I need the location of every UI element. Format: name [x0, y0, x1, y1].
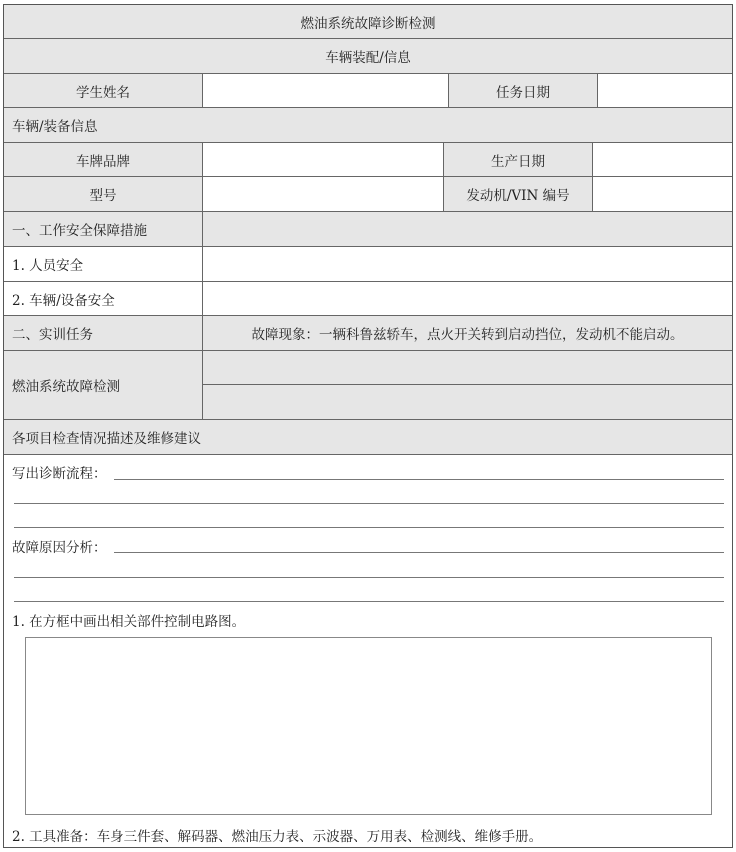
vehicle-assembly-header: 车辆装配/信息 [325, 50, 411, 66]
tools-prompt: 2. 工具准备：车身三件套、解码器、燃油压力表、示波器、万用表、检测线、维修手册。 [12, 829, 543, 845]
cause-analysis-line-2[interactable] [14, 577, 724, 578]
circuit-drawing-box[interactable] [25, 637, 712, 815]
diagnosis-flow-label: 写出诊断流程： [12, 466, 107, 482]
engine-vin-field[interactable] [592, 177, 732, 211]
detection-label: 燃油系统故障检测 [12, 379, 120, 395]
engine-vin-label: 发动机/VIN 编号 [443, 177, 592, 211]
task-date-field[interactable] [597, 74, 732, 107]
detection-field-2[interactable] [202, 385, 732, 420]
student-name-field[interactable] [202, 74, 448, 107]
equipment-safety-label: 2. 车辆/设备安全 [12, 292, 115, 309]
inspection-header-row [4, 420, 732, 455]
vehicle-brand-row [4, 143, 732, 177]
production-date-field[interactable] [592, 143, 732, 176]
safety-section-label: 一、工作安全保障措施 [12, 223, 147, 239]
brand-field[interactable] [202, 143, 443, 176]
training-task-label: 二、实训任务 [12, 327, 93, 343]
personnel-safety-label: 1. 人员安全 [12, 258, 84, 274]
vehicle-section-label: 车辆/装备信息 [12, 119, 98, 135]
detection-row [4, 351, 732, 420]
cause-analysis-label: 故障原因分析： [12, 540, 107, 556]
student-name-label: 学生姓名 [4, 74, 202, 107]
safety-section-row [4, 212, 732, 247]
form-title-row [4, 5, 732, 39]
vehicle-section-row [4, 108, 732, 143]
equipment-safety-row [4, 282, 732, 316]
fuel-system-diagnosis-form [3, 4, 733, 848]
diagnosis-flow-line-3[interactable] [14, 527, 724, 528]
circuit-prompt: 1. 在方框中画出相关部件控制电路图。 [12, 614, 246, 630]
diagnosis-flow-line-2[interactable] [14, 503, 724, 504]
form-title: 燃油系统故障诊断检测 [300, 15, 436, 32]
training-task-row [4, 316, 732, 351]
personnel-safety-row [4, 247, 732, 282]
brand-label: 车牌品牌 [4, 143, 202, 176]
inspection-header: 各项目检查情况描述及维修建议 [12, 431, 201, 447]
student-info-row [4, 74, 732, 108]
fault-phenomenon-text: 故障现象：一辆科鲁兹轿车，点火开关转到启动挡位，发动机不能启动。 [202, 316, 732, 350]
vehicle-model-row [4, 177, 732, 212]
model-label: 型号 [4, 177, 202, 211]
cause-analysis-line-3[interactable] [14, 601, 724, 602]
model-field[interactable] [202, 177, 443, 211]
detection-field-1[interactable] [202, 351, 732, 385]
equipment-safety-field[interactable] [202, 282, 732, 315]
diagnosis-flow-line-1[interactable] [114, 479, 724, 480]
task-date-label: 任务日期 [448, 74, 597, 107]
production-date-label: 生产日期 [443, 143, 592, 176]
cause-analysis-line-1[interactable] [114, 552, 724, 553]
vehicle-assembly-header-row [4, 39, 732, 74]
safety-section-spacer [202, 212, 732, 246]
personnel-safety-field[interactable] [202, 247, 732, 281]
